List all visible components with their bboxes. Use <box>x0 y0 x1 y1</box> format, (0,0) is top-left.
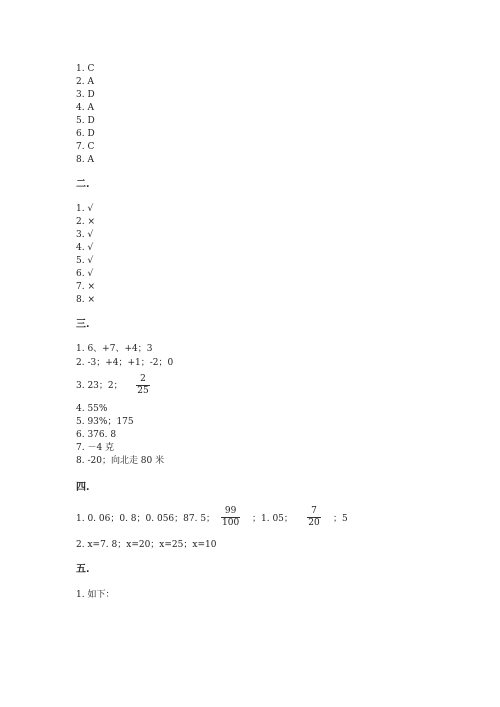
fraction-numerator: 7 <box>311 506 317 516</box>
answer-3-7: 7. －4 克 <box>76 443 115 453</box>
answer-3-6: 6. 376. 8 <box>76 430 117 440</box>
answer-1-4: 4. A <box>76 103 94 113</box>
section-3-heading: 三. <box>76 319 90 330</box>
answer-2-7: 7. × <box>76 282 95 292</box>
answer-2-1: 1. √ <box>76 204 94 214</box>
answer-3-1: 1. 6、+7、+4；3 <box>76 344 153 354</box>
section-2-heading: 二. <box>76 179 90 190</box>
fraction-denominator: 20 <box>308 518 320 528</box>
answer-3-8: 8. -20；向北走 80 米 <box>76 456 165 466</box>
fraction-numerator: 2 <box>140 374 146 384</box>
fraction-denominator: 100 <box>222 518 240 528</box>
answer-3-4: 4. 55% <box>76 404 108 414</box>
fraction-2-25 <box>136 374 150 397</box>
answer-3-3: 3. 23；2； <box>76 381 123 391</box>
answer-1-5: 5. D <box>76 116 95 126</box>
answer-4-1-suffix: ；5 <box>333 514 348 524</box>
answer-1-2: 2. A <box>76 77 94 87</box>
answer-1-1: 1. C <box>76 64 95 74</box>
answer-3-2: 2. -3；+4；+1；-2；0 <box>76 358 174 368</box>
fraction-99-100 <box>221 506 240 529</box>
fraction-denominator: 25 <box>137 386 149 396</box>
answer-1-6: 6. D <box>76 129 95 139</box>
answer-1-3: 3. D <box>76 90 95 100</box>
fraction-numerator: 99 <box>224 506 237 516</box>
fraction-7-20 <box>307 506 321 529</box>
answer-3-5: 5. 93%；175 <box>76 417 134 427</box>
section-5-heading: 五. <box>76 564 90 575</box>
answer-2-4: 4. √ <box>76 243 94 253</box>
answer-2-6: 6. √ <box>76 269 94 279</box>
answer-2-5: 5. √ <box>76 256 94 266</box>
answer-4-2: 2. x=7. 8；x=20；x=25；x=10 <box>76 540 217 550</box>
answer-2-2: 2. × <box>76 217 95 227</box>
answer-4-1-middle: ；1. 05； <box>252 514 293 524</box>
answer-1-7: 7. C <box>76 142 95 152</box>
answer-5-1: 1. 如下： <box>76 590 115 600</box>
answer-1-8: 8. A <box>76 155 94 165</box>
section-4-heading: 四. <box>76 482 90 493</box>
answer-2-8: 8. × <box>76 295 95 305</box>
answer-2-3: 3. √ <box>76 230 94 240</box>
answer-4-1-prefix: 1. 0. 06；0. 8；0. 056；87. 5； <box>76 514 216 524</box>
